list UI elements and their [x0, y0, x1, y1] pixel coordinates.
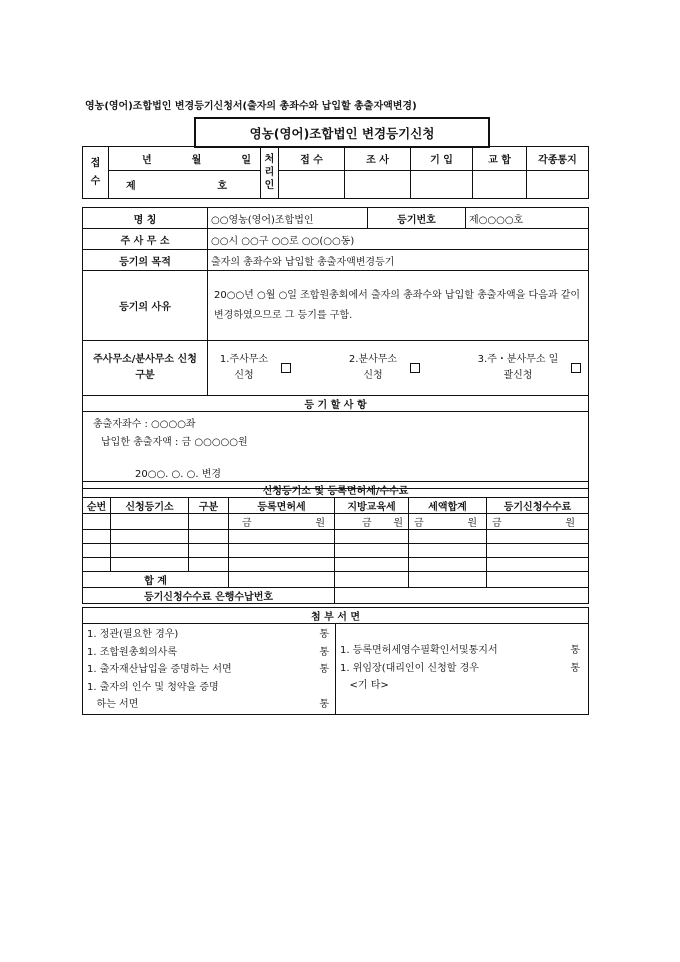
col-edu-tax: 지방교육세 — [335, 498, 409, 514]
total-edu-tax[interactable] — [335, 572, 409, 588]
attachments-left — [83, 624, 336, 715]
attachments-title: 첨 부 서 면 — [83, 608, 589, 624]
checkbox-icon[interactable] — [410, 363, 420, 373]
total-tax-sum[interactable] — [409, 572, 487, 588]
header-review: 조 사 — [345, 147, 411, 171]
review-cell[interactable] — [345, 171, 411, 199]
office-type-option-2[interactable] — [344, 352, 420, 384]
intake-table — [82, 146, 589, 199]
total-units: 총출자좌수 : ○○○○좌 — [93, 419, 196, 430]
process-label: 처 리 인 — [261, 147, 279, 199]
office-type-options — [208, 341, 589, 396]
reg-no-value[interactable]: 제○○○○호 — [466, 208, 589, 229]
list-item[interactable]: 1. 등록면허세영수필확인서및통지서 통 — [340, 645, 580, 656]
number-prefix-label: 제 — [126, 181, 136, 192]
office-type-label: 주사무소/분사무소 신청구분 — [83, 341, 208, 396]
col-total-tax: 세액합계 — [409, 498, 487, 514]
col-reg-tax: 등록면허세 — [229, 498, 335, 514]
table-row — [83, 530, 589, 544]
list-item[interactable]: 1. 조합원총회의사록 통 — [87, 646, 329, 658]
total-reg-tax[interactable] — [229, 572, 335, 588]
table-row — [83, 558, 589, 572]
registration-items-body[interactable] — [83, 412, 589, 489]
purpose-label: 등기의 목적 — [83, 250, 208, 271]
attachments-right — [336, 624, 589, 715]
change-date: 20○○. ○. ○. 변경 — [135, 469, 222, 480]
table-row — [83, 544, 589, 558]
year-label: 년 — [142, 155, 152, 166]
total-fee[interactable] — [487, 572, 589, 588]
list-item[interactable]: 1. 출자재산납입을 증명하는 서면 통 — [87, 664, 329, 675]
office-label: 주 사 무 소 — [83, 229, 208, 250]
header-entry: 기 입 — [411, 147, 473, 171]
day-label: 일 — [241, 155, 251, 166]
document-title: 영농(영어)조합법인 변경등기신청서(출자의 총좌수와 납입할 총출자액변경) — [85, 101, 417, 112]
name-label: 명 칭 — [83, 208, 208, 229]
office-type-option-1-label: 1.주사무소 신청 — [219, 354, 269, 381]
reg-no-label: 등기번호 — [368, 208, 466, 229]
number-suffix-label: 호 — [217, 181, 227, 192]
list-item[interactable]: 1. 출자의 인수 및 청약을 증명 — [87, 681, 219, 693]
check-cell[interactable] — [473, 171, 527, 199]
list-item[interactable]: <기 타> — [340, 680, 389, 691]
form-title: 영농(영어)조합법인 변경등기신청 — [194, 117, 490, 148]
month-label: 월 — [191, 155, 202, 166]
list-item[interactable]: 하는 서면 통 — [87, 699, 329, 710]
fees-title: 신청등기소 및 등록면허세/수수료 — [83, 482, 589, 498]
fees-table — [82, 481, 589, 604]
registration-items-title: 등 기 할 사 항 — [83, 396, 589, 412]
office-type-option-2-label: 2.분사무소 신청 — [348, 354, 398, 381]
name-value[interactable]: ○○영농(영어)조합법인 — [208, 208, 368, 229]
reason-label: 등기의 사유 — [83, 271, 208, 341]
col-office: 신청등기소 — [111, 498, 189, 514]
intake-date-cell — [109, 147, 261, 171]
col-type: 구분 — [189, 498, 229, 514]
office-type-option-1[interactable] — [215, 352, 291, 384]
entry-cell[interactable] — [411, 171, 473, 199]
application-table — [82, 207, 589, 489]
fees-total-label: 합 계 — [83, 572, 229, 588]
table-row: 금 원 금 원 금 원 금 원 — [83, 514, 589, 530]
col-seq: 순번 — [83, 498, 111, 514]
header-check: 교 합 — [473, 147, 527, 171]
header-notice: 각종통지 — [527, 147, 589, 171]
checkbox-icon[interactable] — [571, 363, 581, 373]
office-type-option-3-label: 3.주・분사무소 일괄신청 — [477, 354, 559, 381]
list-item[interactable]: 1. 위임장(대리인이 신청할 경우 통 — [340, 662, 580, 674]
intake-number-cell — [109, 171, 261, 199]
notice-cell[interactable] — [527, 171, 589, 199]
col-fee: 등기신청수수료 — [487, 498, 589, 514]
attachments-table — [82, 607, 589, 715]
bank-receipt-value[interactable] — [335, 588, 589, 604]
receipt-cell[interactable] — [279, 171, 345, 199]
list-item[interactable]: 1. 정관(필요한 경우) 통 — [87, 629, 329, 640]
header-receipt: 접 수 — [279, 147, 345, 171]
purpose-value[interactable]: 출자의 총좌수와 납입할 총출자액변경등기 — [208, 250, 589, 271]
paid-amount: 납입한 총출자액 : 금 ○○○○○원 — [101, 437, 248, 448]
checkbox-icon[interactable] — [281, 363, 291, 373]
intake-label: 접 수 — [83, 147, 109, 199]
office-value[interactable]: ○○시 ○○구 ○○로 ○○(○○동) — [208, 229, 589, 250]
office-type-option-3[interactable] — [473, 352, 581, 384]
reason-value[interactable]: 20○○년 ○월 ○일 조합원총회에서 출자의 총좌수와 납입할 총출자액을 다음과 같이 변경하였으므로 그 등기를 구함. — [208, 271, 589, 341]
bank-receipt-label: 등기신청수수료 은행수납번호 — [83, 588, 335, 604]
